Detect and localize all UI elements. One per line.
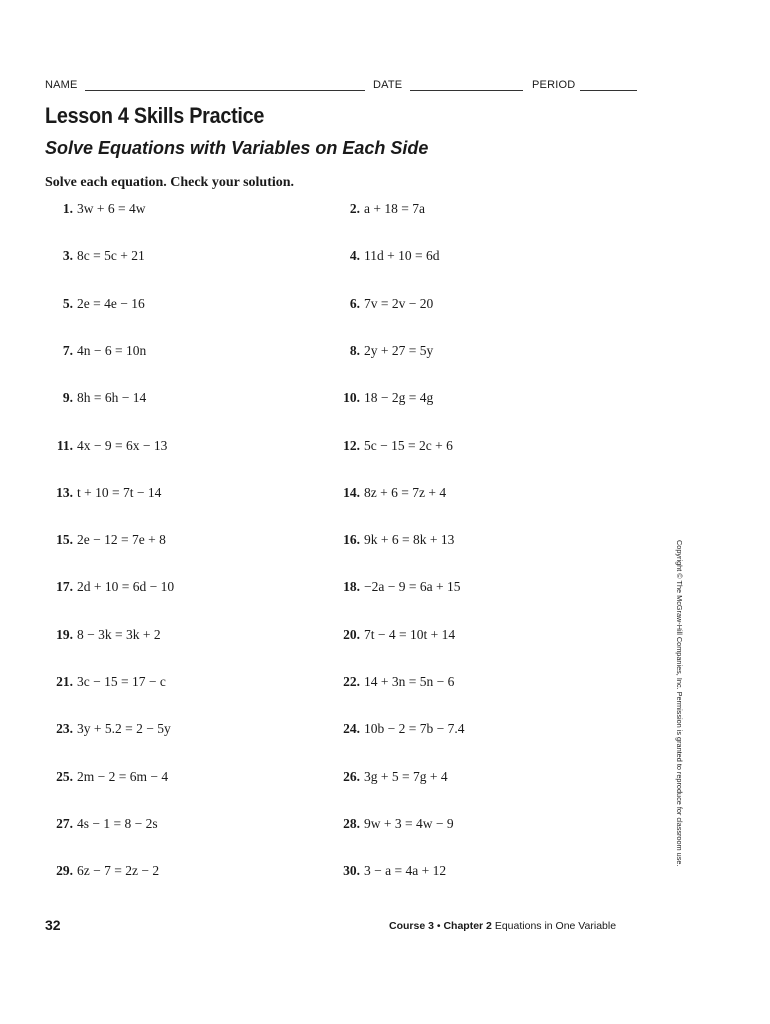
- problem-equation: 3 − a = 4a + 12: [364, 863, 447, 879]
- problem-item: [45, 531, 166, 549]
- problem-number: 8.: [349, 342, 360, 358]
- problem-equation: 3y + 5.2 = 2 − 5y: [77, 721, 171, 737]
- problem-item: [332, 200, 425, 218]
- problem-equation: 9k + 6 = 8k + 13: [364, 532, 455, 548]
- problem-equation: 6z − 7 = 2z − 2: [77, 863, 160, 879]
- problem-equation: 7t − 4 = 10t + 14: [364, 626, 456, 642]
- instructions: Solve each equation. Check your solution.: [45, 175, 295, 190]
- problem-equation: 10b − 2 = 7b − 7.4: [364, 721, 465, 737]
- problem-number: 30.: [343, 863, 360, 879]
- problem-equation: a + 18 = 7a: [364, 201, 425, 216]
- problem-item: [45, 578, 174, 596]
- problem-equation: 4s − 1 = 8 − 2s: [77, 815, 158, 831]
- problem-number: 11.: [56, 437, 73, 453]
- problem-number: 17.: [56, 579, 73, 595]
- problem-item: [45, 295, 145, 313]
- problem-number: 26.: [343, 768, 360, 784]
- problem-equation: 3w + 6 = 4w: [77, 201, 146, 216]
- problem-item: [45, 862, 159, 880]
- problem-number: 29.: [56, 863, 73, 879]
- problem-item: [332, 626, 455, 644]
- problem-equation: 7v = 2v − 20: [364, 295, 434, 311]
- problem-item: [45, 626, 161, 644]
- period-label: PERIOD: [532, 79, 576, 91]
- problem-item: [45, 673, 166, 691]
- header-fields: [45, 79, 645, 95]
- date-blank: [410, 90, 523, 91]
- problem-number: 23.: [56, 721, 73, 737]
- problem-item: [332, 862, 446, 880]
- problem-item: [332, 815, 454, 833]
- problem-equation: 14 + 3n = 5n − 6: [364, 674, 455, 689]
- problem-number: 4.: [349, 248, 360, 264]
- page-number: 32: [45, 917, 61, 933]
- date-label: DATE: [373, 79, 403, 91]
- problem-number: 7.: [62, 342, 73, 358]
- problem-number: 10.: [343, 390, 360, 406]
- problem-equation: 4n − 6 = 10n: [77, 342, 147, 358]
- problem-item: [332, 247, 439, 265]
- problem-equation: 2y + 27 = 5y: [364, 342, 434, 358]
- problem-number: 20.: [343, 626, 360, 642]
- problem-number: 24.: [343, 721, 360, 737]
- problem-number: 28.: [343, 815, 360, 831]
- problem-item: [45, 815, 158, 833]
- footer-bullet: •: [436, 920, 441, 932]
- problem-number: 22.: [343, 674, 360, 689]
- page-subtitle: Solve Equations with Variables on Each Side: [45, 138, 429, 158]
- problem-number: 3.: [62, 248, 73, 264]
- problem-number: 19.: [56, 626, 73, 642]
- problem-item: [45, 200, 145, 218]
- problem-number: 9.: [62, 390, 73, 406]
- problem-number: 13.: [56, 484, 73, 500]
- problem-item: [45, 484, 161, 502]
- problem-number: 15.: [56, 532, 73, 548]
- problem-number: 21.: [56, 674, 73, 689]
- problem-equation: 5c − 15 = 2c + 6: [364, 437, 453, 453]
- page-title: Lesson 4 Skills Practice: [45, 103, 265, 128]
- problem-number: 27.: [56, 815, 73, 831]
- problem-item: [332, 720, 464, 738]
- problem-equation: 8h = 6h − 14: [77, 390, 147, 406]
- footer-chapter: Chapter 2: [443, 920, 492, 932]
- problem-item: [332, 295, 433, 313]
- problem-item: [332, 768, 448, 786]
- problem-number: 2.: [349, 201, 360, 216]
- footer-course-name: Course 3: [389, 920, 434, 932]
- problem-number: 18.: [343, 579, 360, 595]
- name-label: NAME: [45, 79, 78, 91]
- problem-number: 1.: [62, 201, 73, 216]
- footer-course: [389, 920, 616, 932]
- problem-item: [45, 437, 167, 455]
- problem-equation: −2a − 9 = 6a + 15: [364, 579, 461, 595]
- footer-chapter-title: Equations in One Variable: [494, 920, 617, 932]
- problem-number: 14.: [343, 484, 360, 500]
- problem-equation: 2d + 10 = 6d − 10: [77, 579, 175, 595]
- problem-equation: 8c = 5c + 21: [77, 248, 145, 264]
- problem-equation: 3c − 15 = 17 − c: [77, 674, 166, 689]
- problem-item: [332, 578, 460, 596]
- problem-item: [45, 247, 145, 265]
- problem-equation: 2m − 2 = 6m − 4: [77, 768, 169, 784]
- problem-number: 16.: [343, 532, 360, 548]
- problem-item: [45, 720, 171, 738]
- problem-equation: 18 − 2g = 4g: [364, 390, 434, 406]
- problem-item: [45, 389, 146, 407]
- problem-equation: 8 − 3k = 3k + 2: [77, 626, 161, 642]
- problem-item: [332, 484, 446, 502]
- problem-item: [45, 768, 168, 786]
- problem-equation: t + 10 = 7t − 14: [77, 484, 162, 500]
- problem-equation: 11d + 10 = 6d: [364, 248, 440, 264]
- problem-item: [332, 389, 433, 407]
- problem-item: [332, 342, 433, 360]
- problem-equation: 2e − 12 = 7e + 8: [77, 532, 166, 548]
- problem-equation: 9w + 3 = 4w − 9: [364, 815, 454, 831]
- copyright-notice: Copyright © The McGraw-Hill Companies, Inc. Permission is granted to reproduce for classroom use.: [675, 540, 684, 867]
- problem-equation: 4x − 9 = 6x − 13: [77, 437, 168, 453]
- problem-equation: 3g + 5 = 7g + 4: [364, 768, 448, 784]
- problem-equation: 2e = 4e − 16: [77, 295, 145, 311]
- problem-equation: 8z + 6 = 7z + 4: [364, 484, 447, 500]
- problem-number: 6.: [349, 295, 360, 311]
- problem-number: 25.: [56, 768, 73, 784]
- problem-number: 5.: [62, 295, 73, 311]
- problem-item: [45, 342, 146, 360]
- problem-item: [332, 531, 454, 549]
- period-blank: [580, 90, 637, 91]
- problem-number: 12.: [343, 437, 360, 453]
- problem-item: [332, 437, 453, 455]
- problem-item: [332, 673, 454, 691]
- name-blank: [85, 90, 365, 91]
